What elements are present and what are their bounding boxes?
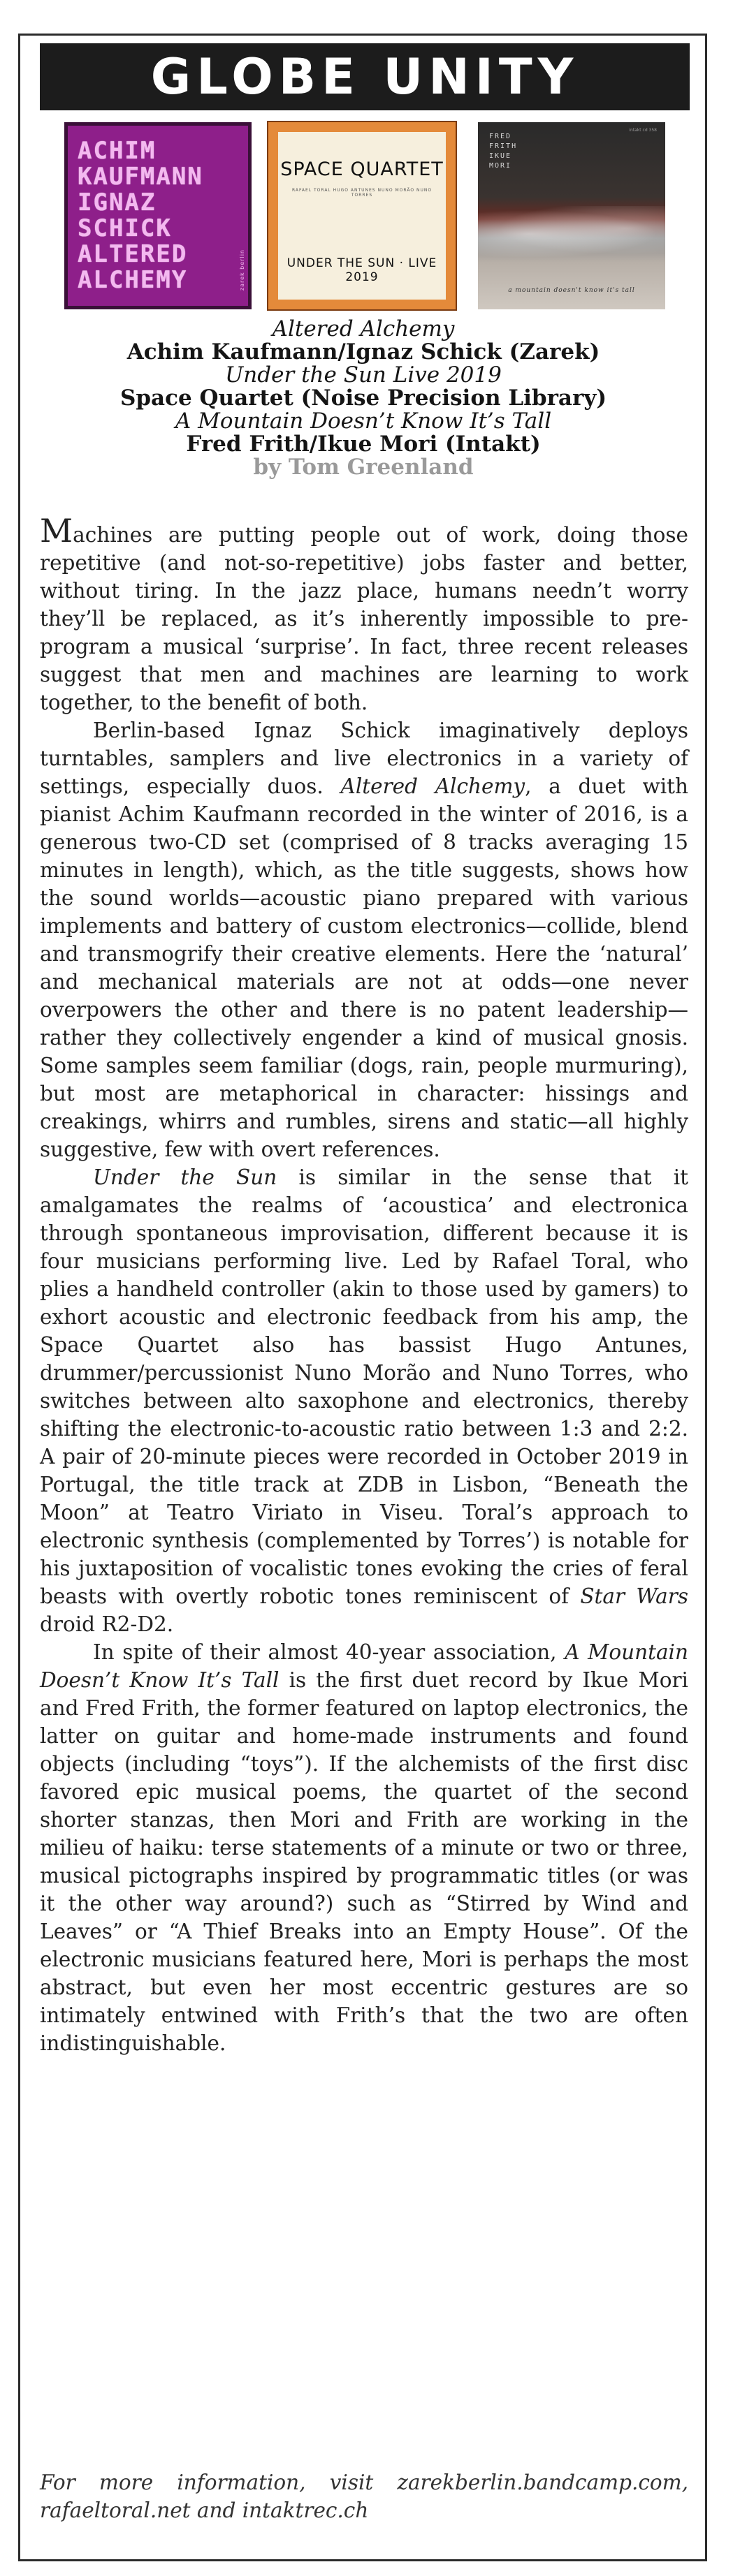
film-reference: Star Wars <box>580 1584 688 1608</box>
cover-album-title: a mountain doesn't know it's tall <box>508 287 635 294</box>
artist-label: Fred Frith/Ikue Mori (Intakt) <box>186 432 541 457</box>
more-info-note: For more information, visit zarekberlin.bandcamp.com, rafaeltoral.net and intaktrec.ch <box>40 2471 688 2522</box>
drop-cap: M <box>40 512 73 550</box>
album-title: A Mountain Doesn’t Know It’s Tall <box>175 409 552 434</box>
mountain-cover <box>478 122 665 309</box>
cover-label: intakt cd 358 <box>629 128 657 133</box>
paragraph: Machines are putting people out of work, doing those repetitive (and not-so-repetitive) jobs faster and better, without tiring. In the jazz place, humans needn’t worry they’ll be replaced, as it’s inherently impossible to pre-program a musical ‘surprise’. In fact, three recent releases suggest that men and machines are learning to work together, to the benefit of both. <box>40 512 688 714</box>
album-reference: Under the Sun <box>93 1165 277 1189</box>
cover-label-text: zarek berlin <box>239 249 245 290</box>
cover-subtitle: UNDER THE SUN · LIVE 2019 <box>286 256 437 284</box>
album-title: Altered Alchemy <box>272 316 455 341</box>
album-title: Under the Sun Live 2019 <box>225 362 502 388</box>
under-the-sun-cover <box>268 122 456 309</box>
paragraph: Under the Sun is similar in the sense that it amalgamates the realms of ‘acoustica’ and electronica through spontaneous improvisation, different because it is four musicians performing live. Led by Rafael Toral, who plies a handheld controller (akin to those used by gamers) to exhort acoustic and electronic feedback from his amp, the Space Quartet also has bassist Hugo Antunes, drummer/percussionist Nuno Morão and Nuno Torres, who switches between alto saxophone and electronics, thereby shifting the electronic-to-acoustic ratio between 1:3 and 2:2. A pair of 20-minute pieces were recorded in October 2019 in Portugal, the title track at ZDB in Lisbon, “Beneath the Moon” at Teatro Viriato in Viseu. Toral’s approach to electronic synthesis (complemented by Torres’) is notable for his juxtaposition of vocalistic tones evoking the cries of feral beasts with overtly robotic tones reminiscent of Star Wars droid R2-D2. <box>40 1165 688 1636</box>
artist-label: Achim Kaufmann/Ignaz Schick (Zarek) <box>126 339 600 365</box>
cover-title-stack: ACHIM KAUFMANN IGNAZ SCHICK ALTERED ALCHEMY <box>78 137 203 294</box>
author-byline: by Tom Greenland <box>253 455 474 480</box>
paragraph: Berlin-based Ignaz Schick imaginatively deploys turntables, samplers and live electronics in a variety of settings, especially duos. Altered Alchemy, a duet with pianist Achim Kaufmann recorded in the winter of 2016, is a generous two-CD set (comprised of 8 tracks averaging 15 minutes in length), which, as the title suggests, shows how the sound worlds—acoustic piano prepared with various implements and battery of custom electronics—collide, blend and transmogrify their creative elements. Here the ‘natural’ and mechanical materials are not at odds—one never overpowers the other and there is no patent leadership—rather they collectively engender a kind of musical gnosis. Some samples seem familiar (dogs, rain, people murmuring), but most are metaphorical in character: hissings and creakings, whirrs and rumbles, sirens and static—all highly suggestive, few with overt references. <box>40 719 688 1161</box>
artist-label: Space Quartet (Noise Precision Library) <box>119 385 607 411</box>
section-banner: GLOBE UNITY <box>40 43 690 110</box>
album-covers <box>64 122 665 311</box>
altered-alchemy-cover <box>64 122 252 309</box>
review-body <box>40 512 688 2057</box>
cover-mist <box>478 206 665 262</box>
cover-band-name: SPACE QUARTET <box>280 159 444 180</box>
cover-credits: RAFAEL TORAL HUGO ANTUNES NUNO MORÃO NUNO TORRES <box>291 188 433 198</box>
review-headings <box>42 318 685 479</box>
album-reference: A Mountain Doesn’t Know It’s Tall <box>40 1640 688 1692</box>
album-reference: Altered Alchemy <box>340 774 525 798</box>
paragraph: In spite of their almost 40-year association, A Mountain Doesn’t Know It’s Tall is the first duet record by Ikue Mori and Fred Frith, the former featured on laptop electronics, the latter on guitar and home-made instruments and found objects (including “toys”). If the alchemists of the first disc favored epic musical poems, the quartet of the second shorter stanzas, then Mori and Frith are working in the milieu of haiku: terse statements of a minute or two or three, musical pictographs inspired by programmatic titles (or was it the other way around?) such as “Stirred by Wind and Leaves” or “A Thief Breaks into an Empty House”. Of the electronic musicians featured here, Mori is perhaps the most abstract, but even her most eccentric gestures are so intimately entwined with Frith’s that the two are often indistinguishable. <box>40 1640 688 2055</box>
cover-artist-stack: FRED FRITH IKUE MORI <box>489 133 518 170</box>
